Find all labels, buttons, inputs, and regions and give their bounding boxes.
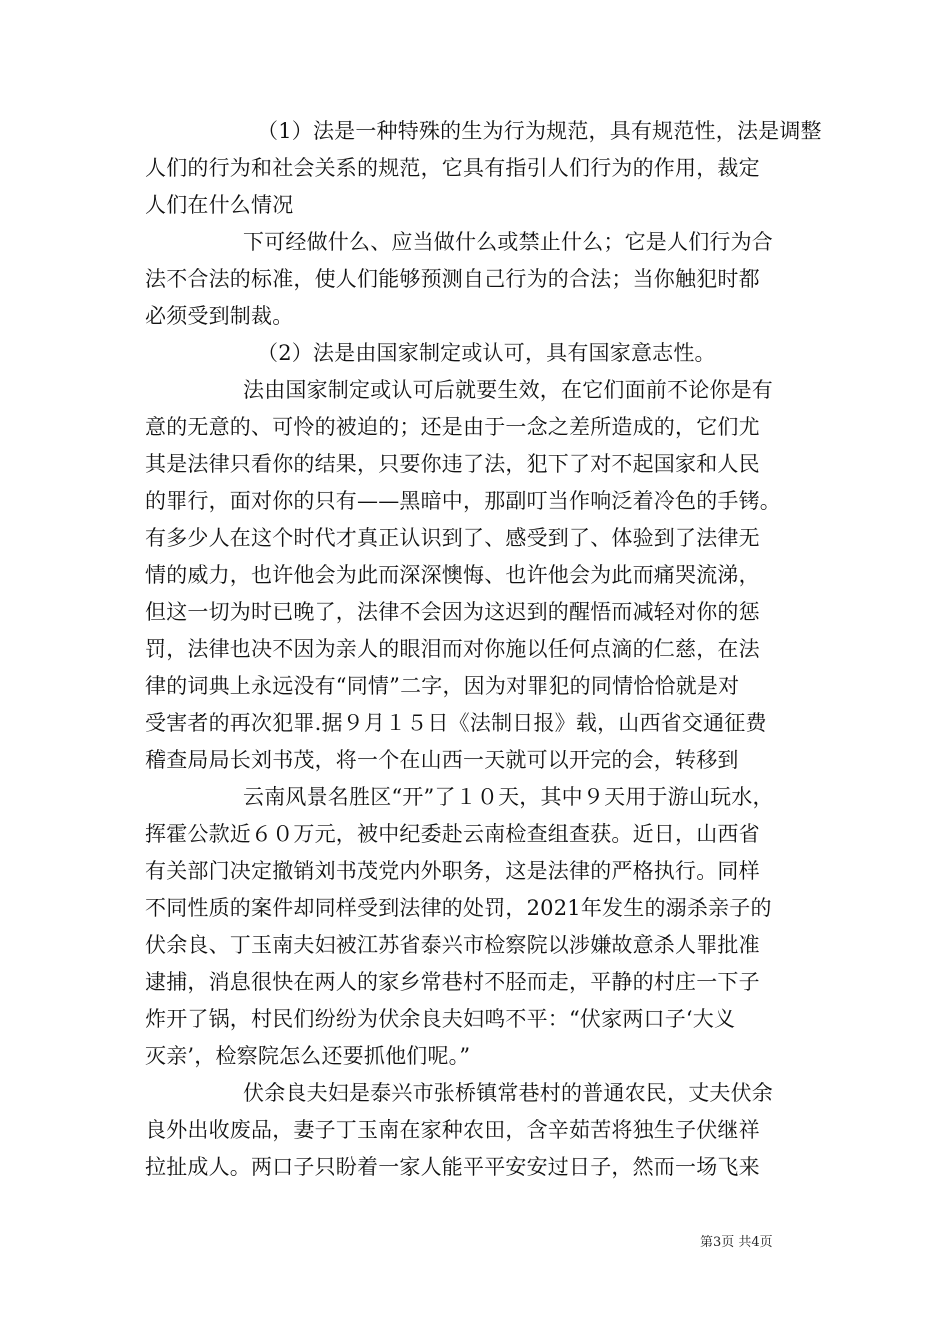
text-line: 拉扯成人。两口子只盼着一家人能平平安安过日子，然而一场飞来 [145, 1155, 760, 1179]
text-line: 其是法律只看你的结果，只要你违了法，犯下了对不起国家和人民 [145, 452, 760, 476]
text-line: 云南风景名胜区“开”了１０天，其中９天用于游山玩水， [243, 785, 774, 809]
text-line: 但这一切为时已晚了，法律不会因为这迟到的醒悟而减轻对你的惩 [145, 600, 760, 624]
text-line: 受害者的再次犯罪.据９月１５日《法制日报》载，山西省交通征费 [145, 711, 767, 735]
text-line: 有多少人在这个时代才真正认识到了、感受到了、体验到了法律无 [145, 526, 760, 550]
text-line: 法由国家制定或认可后就要生效，在它们面前不论你是有 [243, 378, 773, 402]
text-line: 有关部门决定撤销刘书茂党内外职务，这是法律的严格执行。同样 [145, 859, 760, 883]
text-line: 不同性质的案件却同样受到法律的处罚，2021年发生的溺杀亲子的 [145, 896, 772, 920]
text-line: 人们在什么情况 [145, 193, 294, 217]
text-line: 情的威力，也许他会为此而深深懊悔、也许他会为此而痛哭流涕， [145, 563, 760, 587]
text-line: 良外出收废品，妻子丁玉南在家种农田，含辛茹苦将独生子伏继祥 [145, 1118, 760, 1142]
document-body [145, 113, 821, 1186]
text-line: 稽查局局长刘书茂，将一个在山西一天就可以开完的会，转移到 [145, 748, 739, 772]
page-number-footer: 第3页 共4页 [700, 1235, 773, 1250]
text-line: 伏余良、丁玉南夫妇被江苏省泰兴市检察院以涉嫌故意杀人罪批准 [145, 933, 760, 957]
text-line: 必须受到制裁。 [145, 304, 294, 328]
text-line: 律的词典上永远没有“同情”二字，因为对罪犯的同情恰恰就是对 [145, 674, 740, 698]
text-line: 法不合法的标准，使人们能够预测自己行为的合法；当你触犯时都 [145, 267, 760, 291]
text-line: 下可经做什么、应当做什么或禁止什么；它是人们行为合 [243, 230, 773, 254]
text-line: 人们的行为和社会关系的规范，它具有指引人们行为的作用，裁定 [145, 156, 760, 180]
text-line: 逮捕，消息很快在两人的家乡常巷村不胫而走，平静的村庄一下子 [145, 970, 760, 994]
text-line: （2）法是由国家制定或认可，具有国家意志性。 [257, 341, 716, 365]
text-line: 的罪行，面对你的只有——黑暗中，那副叮当作响泛着冷色的手铐。 [145, 489, 781, 513]
text-line: 炸开了锅，村民们纷纷为伏余良夫妇鸣不平：“伏家两口子‘大义 [145, 1007, 736, 1031]
text-line: 罚，法律也决不因为亲人的眼泪而对你施以任何点滴的仁慈，在法 [145, 637, 760, 661]
text-line: （1）法是一种特殊的生为行为规范，具有规范性，法是调整 [257, 119, 822, 143]
text-line: 伏余良夫妇是泰兴市张桥镇常巷村的普通农民，丈夫伏余 [243, 1081, 773, 1105]
text-line: 灭亲’，检察院怎么还要抓他们呢。” [145, 1044, 471, 1068]
text-line: 挥霍公款近６０万元，被中纪委赴云南检查组查获。近日，山西省 [145, 822, 760, 846]
text-line: 意的无意的、可怜的被迫的；还是由于一念之差所造成的，它们尤 [145, 415, 760, 439]
